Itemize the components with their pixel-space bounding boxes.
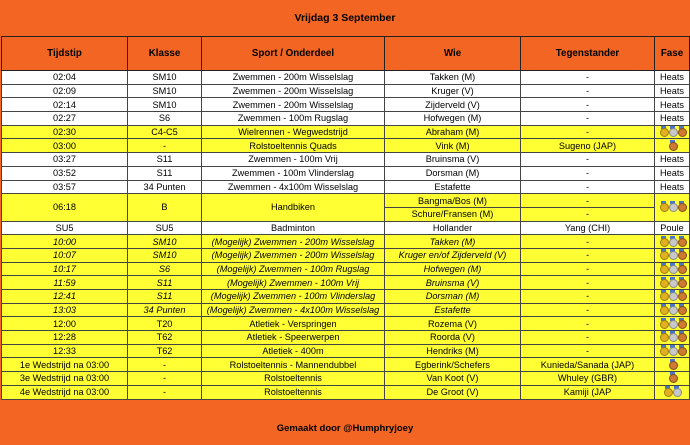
cell-sport: (Mogelijk) Zwemmen - 100m Vrij: [202, 276, 385, 290]
cell-tijdstip: 12:41: [2, 290, 128, 304]
medal-group: [669, 359, 676, 368]
cell-sport: Atletiek - Speerwerpen: [202, 331, 385, 345]
cell-sport: (Mogelijk) Zwemmen - 200m Wisselslag: [202, 248, 385, 262]
cell-klasse: T62: [128, 331, 202, 345]
bronze-medal-icon: [678, 126, 685, 135]
cell-tegenstander: -: [521, 262, 655, 276]
cell-sport: Zwemmen - 100m Vrij: [202, 153, 385, 167]
cell-wie: Estafette: [385, 180, 521, 194]
gold-medal-icon: [660, 201, 667, 210]
cell-tegenstander: -: [521, 344, 655, 358]
cell-sport: Zwemmen - 4x100m Wisselslag: [202, 180, 385, 194]
silver-medal-icon: [669, 126, 676, 135]
cell-klasse: S11: [128, 276, 202, 290]
cell-klasse: S11: [128, 290, 202, 304]
silver-medal-icon: [669, 263, 676, 272]
cell-wie: Bruinsma (V): [385, 153, 521, 167]
cell-sport: (Mogelijk) Zwemmen - 200m Wisselslag: [202, 235, 385, 249]
cell-tegenstander: Kamiji (JAP: [521, 385, 655, 399]
silver-medal-icon: [669, 249, 676, 258]
cell-tijdstip: 03:57: [2, 180, 128, 194]
bronze-medal-icon: [678, 249, 685, 258]
cell-wie: Zijderveld (V): [385, 98, 521, 112]
bronze-medal-icon: [669, 140, 676, 149]
cell-sport: Wielrennen - Wegwedstrijd: [202, 125, 385, 139]
cell-wie: Bruinsma (V): [385, 276, 521, 290]
cell-tijdstip: 06:18: [2, 194, 128, 221]
cell-tijdstip: 4e Wedstrijd na 03:00: [2, 385, 128, 399]
silver-medal-icon: [669, 345, 676, 354]
cell-wie: De Groot (V): [385, 385, 521, 399]
cell-tijdstip: 02:14: [2, 98, 128, 112]
table-row: [2, 194, 690, 208]
cell-sport: Rolstoeltennis Quads: [202, 139, 385, 153]
cell-tijdstip: 03:52: [2, 166, 128, 180]
cell-tegenstander: -: [521, 303, 655, 317]
col-header-klasse: Klasse: [128, 37, 202, 71]
silver-medal-icon: [669, 331, 676, 340]
cell-tijdstip: 02:30: [2, 125, 128, 139]
schedule-body-bottom: [2, 221, 690, 399]
cell-fase: [655, 290, 690, 304]
cell-sport: (Mogelijk) Zwemmen - 100m Rugslag: [202, 262, 385, 276]
table-row: [2, 331, 690, 345]
cell-klasse: C4-C5: [128, 125, 202, 139]
cell-fase: Poule: [655, 221, 690, 235]
table-row: [2, 385, 690, 399]
cell-wie: Hofwegen (M): [385, 262, 521, 276]
medal-group: [660, 318, 685, 327]
cell-tegenstander: -: [521, 98, 655, 112]
col-header-sport: Sport / Onderdeel: [202, 37, 385, 71]
gold-medal-icon: [660, 277, 667, 286]
silver-medal-icon: [669, 277, 676, 286]
cell-klasse: 34 Punten: [128, 180, 202, 194]
cell-wie: Van Koot (V): [385, 372, 521, 386]
cell-sport: Atletiek - Verspringen: [202, 317, 385, 331]
cell-sport: Handbiken: [202, 194, 385, 221]
table-row: [2, 276, 690, 290]
cell-wie: Hofwegen (M): [385, 112, 521, 126]
cell-tijdstip: 10:00: [2, 235, 128, 249]
cell-klasse: S6: [128, 262, 202, 276]
cell-klasse: -: [128, 358, 202, 372]
bronze-medal-icon: [669, 359, 676, 368]
table-row: [2, 71, 690, 85]
cell-sport: Zwemmen - 100m Rugslag: [202, 112, 385, 126]
cell-tegenstander: -: [521, 248, 655, 262]
cell-tegenstander: -: [521, 207, 655, 221]
cell-sport: Rolstoeltennis: [202, 385, 385, 399]
bronze-medal-icon: [678, 331, 685, 340]
cell-klasse: SM10: [128, 84, 202, 98]
cell-klasse: SM10: [128, 248, 202, 262]
col-header-tegenstander: Tegenstander: [521, 37, 655, 71]
cell-sport: Zwemmen - 200m Wisselslag: [202, 98, 385, 112]
cell-tijdstip: 03:27: [2, 153, 128, 167]
table-row: [2, 262, 690, 276]
table-row: [2, 372, 690, 386]
cell-sport: Rolstoeltennis: [202, 372, 385, 386]
cell-klasse: SM10: [128, 98, 202, 112]
table-row: [2, 166, 690, 180]
cell-wie: Rozema (V): [385, 317, 521, 331]
cell-klasse: T62: [128, 344, 202, 358]
bronze-medal-icon: [678, 290, 685, 299]
table-row: [2, 153, 690, 167]
gold-medal-icon: [660, 236, 667, 245]
cell-tegenstander: Whuley (GBR): [521, 372, 655, 386]
bronze-medal-icon: [678, 304, 685, 313]
gold-medal-icon: [660, 249, 667, 258]
col-header-wie: Wie: [385, 37, 521, 71]
silver-medal-icon: [673, 386, 680, 395]
bronze-medal-icon: [669, 372, 676, 381]
medal-group: [660, 290, 685, 299]
cell-wie: Takken (M): [385, 235, 521, 249]
cell-klasse: -: [128, 372, 202, 386]
gold-medal-icon: [660, 331, 667, 340]
cell-klasse: -: [128, 385, 202, 399]
cell-tijdstip: 3e Wedstrijd na 03:00: [2, 372, 128, 386]
cell-tegenstander: -: [521, 112, 655, 126]
gold-medal-icon: [660, 126, 667, 135]
bronze-medal-icon: [678, 236, 685, 245]
gold-medal-icon: [660, 318, 667, 327]
bronze-medal-icon: [678, 201, 685, 210]
cell-klasse: 34 Punten: [128, 303, 202, 317]
cell-wie: Kruger en/of Zijderveld (V): [385, 248, 521, 262]
bronze-medal-icon: [678, 263, 685, 272]
cell-tegenstander: Sugeno (JAP): [521, 139, 655, 153]
medal-group: [660, 304, 685, 313]
medal-group: [669, 372, 676, 381]
silver-medal-icon: [669, 201, 676, 210]
cell-fase: [655, 317, 690, 331]
gold-medal-icon: [664, 386, 671, 395]
cell-wie: Bangma/Bos (M): [385, 194, 521, 208]
cell-fase: [655, 372, 690, 386]
cell-sport: Zwemmen - 200m Wisselslag: [202, 71, 385, 85]
cell-sport: (Mogelijk) Zwemmen - 4x100m Wisselslag: [202, 303, 385, 317]
cell-tijdstip: 02:27: [2, 112, 128, 126]
cell-fase: [655, 248, 690, 262]
cell-fase: Heats: [655, 166, 690, 180]
cell-wie: Hendriks (M): [385, 344, 521, 358]
col-header-fase: Fase: [655, 37, 690, 71]
cell-wie: Dorsman (M): [385, 290, 521, 304]
cell-tegenstander: Yang (CHI): [521, 221, 655, 235]
cell-tegenstander: -: [521, 276, 655, 290]
col-header-tijdstip: Tijdstip: [2, 37, 128, 71]
silver-medal-icon: [669, 290, 676, 299]
medal-group: [660, 263, 685, 272]
cell-fase: [655, 303, 690, 317]
table-row: [2, 112, 690, 126]
cell-wie: Roorda (V): [385, 331, 521, 345]
cell-sport: Atletiek - 400m: [202, 344, 385, 358]
table-row: [2, 358, 690, 372]
table-row: [2, 98, 690, 112]
cell-fase: [655, 276, 690, 290]
cell-tijdstip: 12:00: [2, 317, 128, 331]
header-row: [2, 37, 690, 71]
cell-wie: Dorsman (M): [385, 166, 521, 180]
bronze-medal-icon: [678, 277, 685, 286]
cell-wie: Estafette: [385, 303, 521, 317]
cell-klasse: SM10: [128, 71, 202, 85]
cell-fase: [655, 385, 690, 399]
cell-fase-medals: [655, 194, 690, 221]
cell-tegenstander: -: [521, 166, 655, 180]
table-row: [2, 125, 690, 139]
cell-tijdstip: 03:00: [2, 139, 128, 153]
medal-group: [660, 249, 685, 258]
footer-credit: Gemaakt door @Humphryjoey: [276, 422, 414, 434]
cell-wie: Schure/Fransen (M): [385, 207, 521, 221]
table-row: [2, 248, 690, 262]
cell-fase: Heats: [655, 71, 690, 85]
cell-wie: Kruger (V): [385, 84, 521, 98]
cell-klasse: S6: [128, 112, 202, 126]
cell-klasse: S11: [128, 153, 202, 167]
schedule-body-top: [2, 71, 690, 194]
cell-tegenstander: -: [521, 71, 655, 85]
table-row: [2, 235, 690, 249]
cell-wie: Vink (M): [385, 139, 521, 153]
cell-tegenstander: -: [521, 235, 655, 249]
table-row: [2, 221, 690, 235]
cell-tijdstip: 13:03: [2, 303, 128, 317]
cell-sport: Zwemmen - 200m Wisselslag: [202, 84, 385, 98]
table-row: [2, 303, 690, 317]
table-row: [2, 139, 690, 153]
cell-klasse: SU5: [128, 221, 202, 235]
cell-tijdstip: SU5: [2, 221, 128, 235]
gold-medal-icon: [660, 290, 667, 299]
medal-group: [660, 201, 685, 210]
table-row: [2, 290, 690, 304]
cell-klasse: -: [128, 139, 202, 153]
cell-tegenstander: -: [521, 194, 655, 208]
medal-group: [669, 140, 676, 149]
cell-sport: Zwemmen - 100m Vlinderslag: [202, 166, 385, 180]
cell-fase: [655, 139, 690, 153]
cell-tijdstip: 10:07: [2, 248, 128, 262]
cell-tegenstander: -: [521, 317, 655, 331]
medal-group: [660, 331, 685, 340]
cell-fase: [655, 331, 690, 345]
medal-group: [660, 236, 685, 245]
cell-fase: [655, 235, 690, 249]
cell-sport: Badminton: [202, 221, 385, 235]
cell-tijdstip: 12:28: [2, 331, 128, 345]
schedule-table: [1, 36, 690, 400]
cell-tijdstip: 02:09: [2, 84, 128, 98]
cell-tijdstip: 11:59: [2, 276, 128, 290]
cell-tegenstander: -: [521, 153, 655, 167]
cell-tijdstip: 12:33: [2, 344, 128, 358]
cell-tijdstip: 02:04: [2, 71, 128, 85]
cell-tegenstander: -: [521, 290, 655, 304]
cell-wie: Abraham (M): [385, 125, 521, 139]
table-row: [2, 344, 690, 358]
cell-tijdstip: 1e Wedstrijd na 03:00: [2, 358, 128, 372]
cell-fase: Heats: [655, 98, 690, 112]
cell-sport: (Mogelijk) Zwemmen - 100m Vlinderslag: [202, 290, 385, 304]
gold-medal-icon: [660, 345, 667, 354]
table-row: [2, 180, 690, 194]
silver-medal-icon: [669, 236, 676, 245]
cell-klasse: SM10: [128, 235, 202, 249]
cell-klasse: S11: [128, 166, 202, 180]
cell-tegenstander: -: [521, 84, 655, 98]
bronze-medal-icon: [678, 318, 685, 327]
cell-fase: Heats: [655, 84, 690, 98]
gold-medal-icon: [660, 263, 667, 272]
cell-wie: Hollander: [385, 221, 521, 235]
table-row: [2, 84, 690, 98]
cell-fase: [655, 125, 690, 139]
bronze-medal-icon: [678, 345, 685, 354]
cell-klasse: B: [128, 194, 202, 221]
cell-fase: [655, 262, 690, 276]
cell-fase: [655, 358, 690, 372]
cell-wie: Takken (M): [385, 71, 521, 85]
silver-medal-icon: [669, 304, 676, 313]
cell-fase: [655, 344, 690, 358]
gold-medal-icon: [660, 304, 667, 313]
cell-tegenstander: -: [521, 331, 655, 345]
medal-group: [664, 386, 680, 395]
cell-klasse: T20: [128, 317, 202, 331]
cell-fase: Heats: [655, 180, 690, 194]
silver-medal-icon: [669, 318, 676, 327]
medal-group: [660, 277, 685, 286]
medal-group: [660, 345, 685, 354]
cell-tegenstander: -: [521, 125, 655, 139]
cell-tegenstander: -: [521, 180, 655, 194]
medal-group: [660, 126, 685, 135]
handbiken-group: [2, 194, 690, 221]
table-row: [2, 317, 690, 331]
cell-sport: Rolstoeltennis - Mannendubbel: [202, 358, 385, 372]
cell-fase: Heats: [655, 112, 690, 126]
cell-fase: Heats: [655, 153, 690, 167]
cell-tegenstander: Kunieda/Sanada (JAP): [521, 358, 655, 372]
cell-tijdstip: 10:17: [2, 262, 128, 276]
cell-wie: Egberink/Schefers: [385, 358, 521, 372]
sheet-title: Vrijdag 3 September: [294, 12, 396, 24]
